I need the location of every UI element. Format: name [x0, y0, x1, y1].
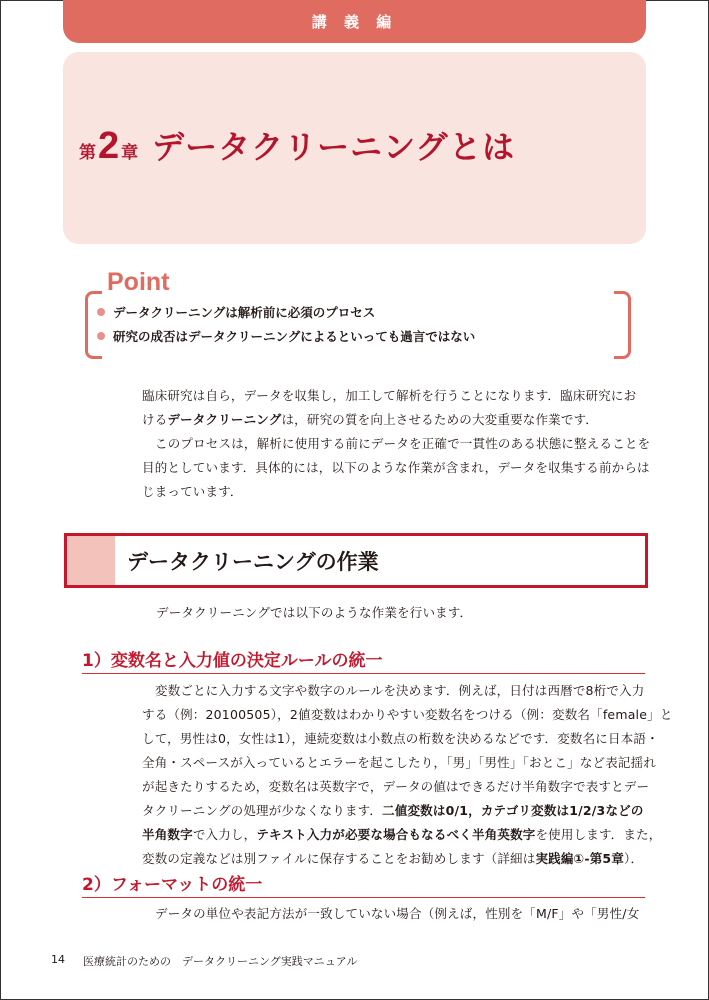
paragraph-line: が起きたりするため，変数名は英数字で，データの値はできるだけ半角数字で表すとデー [142, 779, 650, 794]
page-footer [51, 953, 357, 969]
page-number: 14 [51, 953, 65, 966]
paragraph-line: 半角数字で入力し，テキスト入力が必要な場合もなるべく半角英数字を使用します．また， [142, 827, 662, 842]
emphasis-text: テキスト入力が必要な場合もなるべく半角英数字 [256, 827, 536, 842]
point-item-text: 研究の成否はデータクリーニングによるといっても過言ではない [113, 329, 476, 344]
intro-text [142, 384, 651, 504]
paragraph-line: このプロセスは，解析に使用する前にデータを正確で一貫性のある状態に整えることを [155, 436, 651, 451]
subsection-heading: 1）変数名と入力値の決定ルールの統一 [82, 643, 645, 674]
chapter-prefix: 第 [79, 143, 96, 163]
paragraph-line: 目的としています．具体的には，以下のような作業が含まれ，データを収集する前からは [142, 460, 650, 475]
section-heading-box [64, 533, 648, 588]
emphasis-text: 二値変数は0/1，カテゴリ変数は1/2/3などの [382, 803, 644, 818]
point-item-text: データクリーニングは解析前に必須のプロセス [113, 305, 376, 320]
chapter-title [79, 122, 515, 182]
emphasis-text: 半角数字 [142, 827, 193, 842]
section-swatch [67, 536, 115, 585]
paragraph-line: 変数ごとに入力する文字や数字のルールを決めます．例えば，日付は西暦で8桁で入力 [155, 683, 645, 698]
point-bracket-right [614, 291, 631, 359]
bullet-dot-icon [97, 332, 105, 340]
chapter-title-text: データクリーニングとは [152, 128, 516, 166]
point-item [97, 326, 475, 346]
point-label: Point [107, 268, 170, 296]
paragraph-line: 全角・スペースが入っているとエラーを起こしたり，「男」「男性」「おとこ」など表記揺れ [142, 755, 657, 770]
chapter-suffix: 章 [121, 143, 139, 163]
paragraph-line: 変数の定義などは別ファイルに保存することをお勧めします（詳細は実践編①-第5章）． [142, 851, 644, 866]
section-tab: 講 義 編 [63, 0, 646, 43]
paragraph-line: データクリーニングでは以下のような作業を行います． [156, 605, 473, 620]
paragraph-line: 臨床研究は自ら，データを収集し，加工して解析を行うことになります．臨床研究にお [142, 388, 637, 403]
paragraph-line: タクリーニングの処理が少なくなります．二値変数は0/1，カテゴリ変数は1/2/3などの [142, 803, 644, 818]
subsection-body [142, 902, 640, 926]
chapter-number: 2 [98, 125, 120, 167]
bullet-dot-icon [97, 308, 105, 316]
paragraph-line: データの単位や表記方法が一致していない場合（例えば，性別を「M/F」や「男性/女 [155, 906, 640, 921]
book-title: 医療統計のための データクリーニング実践マニュアル [83, 955, 358, 968]
paragraph-line: して，男性は0，女性は1），連続変数は小数点の桁数を決めるなどです．変数名に日本語・ [142, 731, 659, 746]
paragraph-line: する（例：20100505），2値変数はわかりやすい変数名をつける（例：変数名「female」と [142, 707, 673, 722]
subsection-body [142, 679, 673, 871]
subsection-heading: 2）フォーマットの統一 [82, 867, 645, 898]
emphasis-text: データクリーニング [167, 412, 282, 427]
section-title: データクリーニングの作業 [127, 549, 379, 574]
emphasis-text: 実践編①-第5章 [535, 851, 625, 866]
point-item [97, 302, 375, 322]
section-lead [156, 601, 648, 625]
paragraph-line: じまっています． [142, 484, 243, 499]
paragraph-line: けるデータクリーニングは，研究の質を向上させるための大変重要な作業です． [142, 412, 598, 427]
